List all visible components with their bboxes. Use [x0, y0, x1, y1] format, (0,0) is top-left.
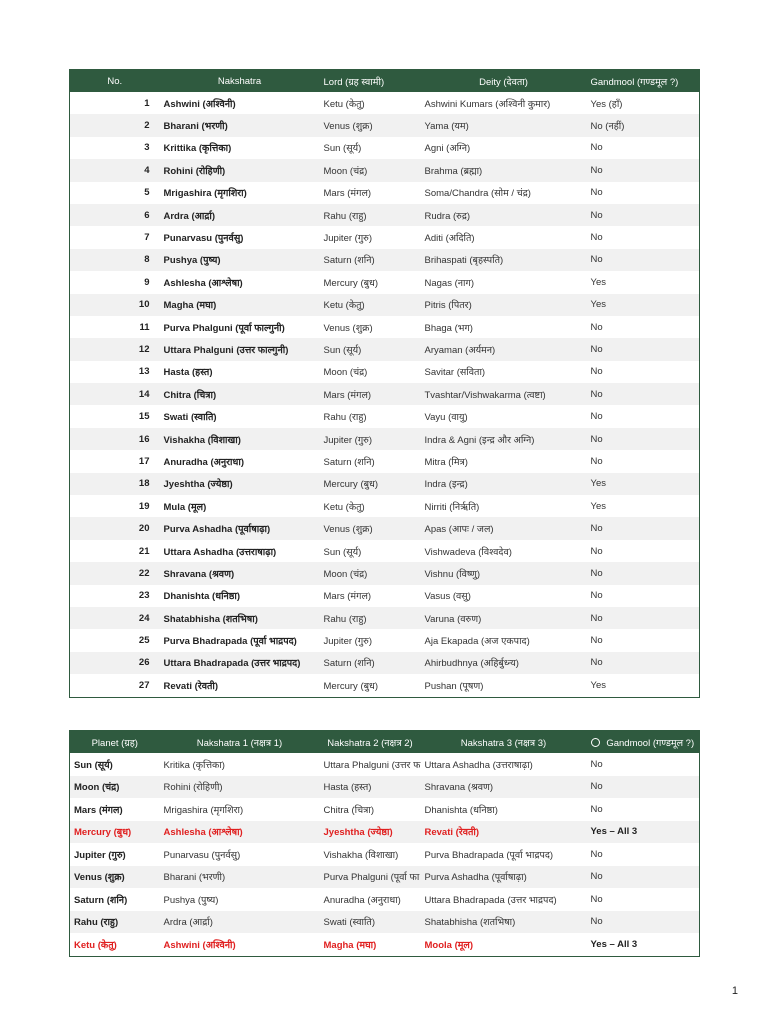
header-no: No.: [70, 70, 160, 93]
nakshatra-2-cell: Chitra (चित्रा): [323, 804, 375, 816]
gandmool-cell: No: [587, 383, 700, 405]
lord-cell: Mercury (बुध): [323, 277, 379, 289]
nakshatra-3-cell: Purva Bhadrapada (पूर्वा भाद्रपद): [424, 849, 554, 861]
table-row: [70, 473, 700, 495]
planet-name: Sun (सूर्य): [74, 759, 113, 771]
info-circle-icon: [591, 738, 600, 747]
row-number: 27: [138, 679, 150, 691]
nakshatra-1-cell: Ardra (आर्द्रा): [160, 911, 320, 934]
row-number: 7: [144, 232, 150, 244]
header-gandmool-2: [587, 731, 700, 754]
lord-cell: Rahu (राहु): [320, 204, 421, 226]
gandmool-cell: No: [587, 911, 700, 934]
table-row: [70, 137, 700, 159]
nakshatra-1-cell: Mrigashira (मृगशिरा): [163, 804, 244, 816]
gandmool-cell: Yes (हाँ): [590, 98, 623, 110]
nakshatra-name: Hasta (हस्त): [163, 367, 213, 379]
table-row: [70, 821, 700, 844]
row-number: 13: [138, 366, 150, 378]
table-row: [70, 114, 700, 136]
nakshatra-1-cell: Ashlesha (आश्लेषा): [160, 821, 320, 844]
gandmool-cell: No: [590, 893, 603, 905]
gandmool-cell: No: [590, 142, 603, 154]
table-row: [70, 182, 700, 204]
table-row: [70, 888, 700, 911]
row-number: 16: [70, 428, 160, 450]
gandmool-cell: No: [590, 366, 603, 378]
row-number: 18: [70, 473, 160, 495]
table-row: [70, 159, 700, 181]
gandmool-cell: Yes: [587, 473, 700, 495]
deity-cell: Vishwadeva (विश्वदेव): [424, 546, 512, 558]
deity-cell: Bhaga (भग): [424, 322, 473, 334]
table-row: [70, 428, 700, 450]
planet-name: Jupiter (गुरु): [74, 849, 126, 861]
nakshatra-name: Uttara Phalguni (उत्तर फाल्गुनी): [160, 338, 320, 360]
row-number: 8: [70, 249, 160, 271]
deity-cell: Mitra (मित्र): [424, 456, 468, 468]
deity-cell: Yama (यम): [421, 114, 587, 136]
table-row: [70, 517, 700, 539]
row-number: 22: [70, 562, 160, 584]
lord-cell: Venus (शुक्र): [320, 517, 421, 539]
gandmool-cell: Yes: [587, 294, 700, 316]
nakshatra-name: Vishakha (विशाखा): [160, 428, 320, 450]
nakshatra-1-cell: Rohini (रोहिणी): [160, 776, 320, 799]
deity-cell: Aryaman (अर्यमन): [421, 338, 587, 360]
table-row: [70, 316, 700, 338]
planet-name: Moon (चंद्र): [70, 776, 160, 799]
nakshatra-name: Shravana (श्रवण): [160, 562, 320, 584]
table-row: [70, 652, 700, 674]
lord-cell: Sun (सूर्य): [320, 338, 421, 360]
table-row: [70, 843, 700, 866]
gandmool-cell: Yes: [590, 276, 606, 288]
nakshatra-2-cell: Vishakha (विशाखा): [323, 849, 399, 861]
lord-cell: Ketu (केतु): [323, 501, 365, 513]
gandmool-cell: No: [590, 635, 603, 647]
row-number: 14: [70, 383, 160, 405]
row-number: 17: [138, 455, 150, 467]
row-number: 25: [138, 635, 150, 647]
deity-cell: Indra & Agni (इन्द्र और अग्नि): [421, 428, 587, 450]
header-nakshatra-3: Nakshatra 3 (नक्षत्र 3): [421, 731, 587, 754]
lord-cell: Saturn (शनि): [323, 456, 375, 468]
nakshatra-name: Ashwini (अश्विनी): [163, 98, 236, 110]
row-number: 2: [70, 114, 160, 136]
nakshatra-1-cell: Kritika (कृत्तिका): [163, 759, 225, 771]
table-row: [70, 249, 700, 271]
nakshatra-name: Swati (स्वाति): [163, 412, 217, 424]
nakshatra-name: Bharani (भरणी): [160, 114, 320, 136]
lord-cell: Venus (शुक्र): [320, 114, 421, 136]
deity-cell: Pitris (पितर): [421, 294, 587, 316]
table-row: [70, 294, 700, 316]
table-row: [70, 383, 700, 405]
nakshatra-name: Mrigashira (मृगशिरा): [163, 188, 247, 200]
deity-cell: Vishnu (विष्णु): [421, 562, 587, 584]
lord-cell: Moon (चंद्र): [320, 562, 421, 584]
nakshatra-3-cell: Revati (रेवती): [421, 821, 587, 844]
gandmool-cell: No: [590, 411, 603, 423]
table-row: [70, 405, 700, 427]
header-nakshatra-2: Nakshatra 2 (नक्षत्र 2): [320, 731, 421, 754]
deity-cell: Apas (आपः / जल): [421, 517, 587, 539]
gandmool-cell: No: [587, 517, 700, 539]
gandmool-cell: No: [587, 428, 700, 450]
lord-cell: Moon (चंद्र): [320, 159, 421, 181]
gandmool-cell: No: [590, 455, 603, 467]
nakshatra-1-cell: Pushya (पुष्य): [163, 894, 219, 906]
nakshatra-table: [69, 69, 700, 698]
lord-cell: Rahu (राहु): [320, 607, 421, 629]
nakshatra-name: Rohini (रोहिणी): [160, 159, 320, 181]
nakshatra-2-cell: Magha (मघा): [323, 939, 377, 951]
page-number: 1: [731, 985, 738, 997]
table-row: [70, 629, 700, 651]
gandmool-cell: Yes: [590, 679, 606, 691]
gandmool-cell: No: [587, 652, 700, 674]
nakshatra-3-cell: Shravana (श्रवण): [421, 776, 587, 799]
nakshatra-name: Revati (रेवती): [163, 680, 219, 692]
row-number: 23: [138, 590, 150, 602]
deity-cell: Nagas (नाग): [424, 277, 475, 289]
planet-name: Saturn (शनि): [74, 894, 128, 906]
header-nakshatra-1: Nakshatra 1 (नक्षत्र 1): [160, 731, 320, 754]
gandmool-cell: Yes – All 3: [590, 938, 638, 950]
nakshatra-1-cell: Punarvasu (पुनर्वसु): [163, 849, 241, 861]
table-row: [70, 204, 700, 226]
lord-cell: Jupiter (गुरु): [320, 428, 421, 450]
row-number: 5: [144, 187, 150, 199]
row-number: 3: [144, 142, 150, 154]
table-row: [70, 933, 700, 956]
nakshatra-name: Chitra (चित्रा): [160, 383, 320, 405]
row-number: 20: [70, 517, 160, 539]
table-row: [70, 866, 700, 889]
planet-name: Mars (मंगल): [74, 804, 123, 816]
gandmool-cell: No: [587, 159, 700, 181]
deity-cell: Varuna (वरुण): [421, 607, 587, 629]
deity-cell: Brahma (ब्रह्मा): [421, 159, 587, 181]
nakshatra-name: Pushya (पुष्य): [160, 249, 320, 271]
row-number: 21: [138, 545, 150, 557]
nakshatra-name: Punarvasu (पुनर्वसु): [163, 233, 244, 245]
header-gandmool-2-label: Gandmool (गण्डमूल ?): [606, 737, 695, 749]
row-number: 10: [70, 294, 160, 316]
header-planet: Planet (ग्रह): [70, 731, 160, 754]
header-lord: Lord (ग्रह स्वामी): [320, 70, 421, 93]
row-number: 9: [144, 276, 150, 288]
planet-table: [69, 730, 700, 957]
nakshatra-3-cell: Uttara Bhadrapada (उत्तर भाद्रपद): [424, 894, 557, 906]
table-row: [70, 607, 700, 629]
row-number: 4: [70, 159, 160, 181]
header-deity: Deity (देवता): [421, 70, 587, 93]
nakshatra-1-cell: Bharani (भरणी): [160, 866, 320, 889]
table-row: [70, 495, 700, 517]
planet-name: Ketu (केतु): [74, 939, 117, 951]
deity-cell: Aditi (अदिति): [424, 233, 475, 245]
nakshatra-name: Anuradha (अनुराधा): [163, 456, 244, 468]
nakshatra-name: Uttara Ashadha (उत्तराषाढ़ा): [163, 546, 277, 558]
deity-cell: Rudra (रुद्र): [421, 204, 587, 226]
planet-name: Mercury (बुध): [70, 821, 160, 844]
table-row: [70, 674, 700, 697]
row-number: 19: [138, 500, 150, 512]
planet-name: Venus (शुक्र): [70, 866, 160, 889]
planet-name: Rahu (राहु): [70, 911, 160, 934]
gandmool-cell: No: [587, 607, 700, 629]
nakshatra-2-cell: Anuradha (अनुराधा): [323, 894, 401, 906]
nakshatra-name: Ashlesha (आश्लेषा): [163, 277, 243, 289]
nakshatra-3-cell: Moola (मूल): [424, 939, 474, 951]
nakshatra-3-cell: Purva Ashadha (पूर्वाषाढ़ा): [421, 866, 587, 889]
row-number: 11: [139, 321, 150, 333]
gandmool-cell: No: [590, 758, 603, 770]
row-number: 24: [70, 607, 160, 629]
nakshatra-name: Dhanishta (धनिष्ठा): [163, 591, 241, 603]
table-row: [70, 540, 700, 562]
row-number: 6: [70, 204, 160, 226]
gandmool-cell: Yes – All 3: [587, 821, 700, 844]
nakshatra-name: Ardra (आर्द्रा): [160, 204, 320, 226]
lord-cell: Mars (मंगल): [323, 188, 372, 200]
deity-cell: Soma/Chandra (सोम / चंद्र): [424, 188, 531, 200]
gandmool-cell: No: [590, 848, 603, 860]
table-row: [70, 92, 700, 114]
lord-cell: Jupiter (गुरु): [323, 233, 373, 245]
gandmool-cell: No: [590, 590, 603, 602]
gandmool-cell: Yes: [590, 500, 606, 512]
lord-cell: Mercury (बुध): [320, 473, 421, 495]
gandmool-cell: No: [590, 232, 603, 244]
nakshatra-name: Purva Phalguni (पूर्वा फाल्गुनी): [163, 322, 285, 334]
nakshatra-name: Purva Bhadrapada (पूर्वा भाद्रपद): [163, 636, 297, 648]
gandmool-cell: No: [590, 187, 603, 199]
lord-cell: Mars (मंगल): [323, 591, 372, 603]
nakshatra-2-cell: Uttara Phalguni (उत्तर फ: [323, 759, 421, 771]
deity-cell: Vayu (वायु): [424, 412, 468, 424]
lord-cell: Saturn (शनि): [320, 249, 421, 271]
gandmool-cell: No: [590, 803, 603, 815]
deity-cell: Pushan (पूषण): [424, 680, 484, 692]
table-row: [70, 562, 700, 584]
deity-cell: Ahirbudhnya (अहिर्बुध्न्य): [421, 652, 587, 674]
nakshatra-3-cell: Dhanishta (धनिष्ठा): [424, 804, 498, 816]
nakshatra-1-cell: Ashwini (अश्विनी): [163, 939, 236, 951]
nakshatra-2-cell: Jyeshtha (ज्येष्ठा): [320, 821, 421, 844]
nakshatra-name: Krittika (कृत्तिका): [163, 143, 232, 155]
table-row: [70, 753, 700, 776]
lord-cell: Mars (मंगल): [320, 383, 421, 405]
row-number: 12: [70, 338, 160, 360]
nakshatra-name: Uttara Bhadrapada (उत्तर भाद्रपद): [160, 652, 320, 674]
deity-cell: Aja Ekapada (अज एकपाद): [424, 636, 530, 648]
header-gandmool: Gandmool (गण्डमूल ?): [587, 70, 700, 93]
deity-cell: Tvashtar/Vishwakarma (त्वष्टा): [421, 383, 587, 405]
gandmool-cell: No: [587, 866, 700, 889]
deity-cell: Agni (अग्नि): [424, 143, 471, 155]
nakshatra-2-cell: Hasta (हस्त): [320, 776, 421, 799]
lord-cell: Moon (चंद्र): [323, 367, 368, 379]
table-row: [70, 911, 700, 934]
gandmool-cell: No: [587, 776, 700, 799]
table-row: [70, 450, 700, 472]
lord-cell: Sun (सूर्य): [323, 143, 362, 155]
table-row: [70, 226, 700, 248]
table-row: [70, 338, 700, 360]
nakshatra-3-cell: Shatabhisha (शतभिषा): [421, 911, 587, 934]
deity-cell: Nirriti (निर्ऋति): [424, 501, 480, 513]
lord-cell: Saturn (शनि): [320, 652, 421, 674]
deity-cell: Vasus (वसु): [424, 591, 471, 603]
nakshatra-name: Purva Ashadha (पूर्वाषाढ़ा): [160, 517, 320, 539]
deity-cell: Indra (इन्द्र): [421, 473, 587, 495]
gandmool-cell: No: [587, 562, 700, 584]
gandmool-cell: No: [590, 545, 603, 557]
nakshatra-name: Jyeshtha (ज्येष्ठा): [160, 473, 320, 495]
nakshatra-table-header: [70, 70, 700, 93]
row-number: 1: [144, 97, 150, 109]
lord-cell: Mercury (बुध): [323, 680, 379, 692]
row-number: 26: [70, 652, 160, 674]
lord-cell: Ketu (केतु): [320, 294, 421, 316]
table-row: [70, 776, 700, 799]
header-nakshatra: Nakshatra: [160, 70, 320, 93]
nakshatra-name: Magha (मघा): [160, 294, 320, 316]
lord-cell: Jupiter (गुरु): [323, 636, 373, 648]
gandmool-cell: No: [590, 321, 603, 333]
planet-table-header: [70, 731, 700, 754]
table-row: [70, 361, 700, 383]
table-row: [70, 585, 700, 607]
nakshatra-2-cell: Swati (स्वाति): [320, 911, 421, 934]
gandmool-cell: No: [587, 249, 700, 271]
nakshatra-2-cell: Purva Phalguni (पूर्वा फा: [320, 866, 421, 889]
gandmool-cell: No: [587, 338, 700, 360]
lord-cell: Venus (शुक्र): [323, 322, 373, 334]
gandmool-cell: No: [587, 204, 700, 226]
nakshatra-name: Mula (मूल): [163, 501, 207, 513]
deity-cell: Savitar (सविता): [424, 367, 486, 379]
table-row: [70, 798, 700, 821]
row-number: 15: [138, 411, 150, 423]
lord-cell: Sun (सूर्य): [323, 546, 362, 558]
lord-cell: Rahu (राहु): [323, 412, 367, 424]
table-row: [70, 271, 700, 293]
gandmool-cell: No (नहीं): [587, 114, 700, 136]
nakshatra-3-cell: Uttara Ashadha (उत्तराषाढ़ा): [424, 759, 533, 771]
nakshatra-name: Shatabhisha (शतभिषा): [160, 607, 320, 629]
deity-cell: Brihaspati (बृहस्पति): [421, 249, 587, 271]
deity-cell: Ashwini Kumars (अश्विनी कुमार): [424, 98, 551, 110]
lord-cell: Ketu (केतु): [323, 98, 365, 110]
